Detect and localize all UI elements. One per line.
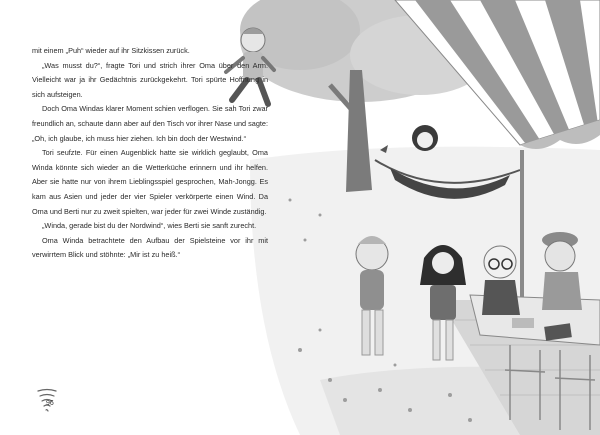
paragraph: „Was musst du?“, fragte Tori und strich ihrer Oma über den Arm. Vielleicht war ja ihr Gedächtnis zurückgekehrt. Tori spürte Hoffnung in sich aufsteigen. [32, 60, 268, 99]
paragraph: Oma Winda betrachtete den Aufbau der Spielsteine vor ihr mit verwirrtem Blick und stöhnte: „Mir ist zu heiß.“ [32, 235, 268, 260]
paragraph: Tori seufzte. Für einen Augenblick hatte sie wirklich geglaubt, Oma Winda könnte sich wieder an die Wetterküche erinnern und ihr helfen. Aber sie hatte nur von ihrem Lieblingsspiel gesprochen, Mah-Jongg. Es kam aus Asien und jeder der vier Spieler verkörperte einen Wind. Da Oma und Berti nur zu zweit spielten, war jeder für zwei Winde zuständig. [32, 148, 268, 216]
paragraph: mit einem „Puh“ wieder auf ihr Sitzkissen zurück. [32, 46, 190, 55]
page-number: 96 [46, 400, 54, 407]
story-text [32, 44, 268, 263]
awning-pole [520, 150, 524, 300]
paragraph: „Winda, gerade bist du der Nordwind“, wies Berti sie sanft zurecht. [42, 221, 257, 231]
paragraph: Doch Oma Windas klarer Moment schien verflogen. Sie sah Tori zwar freundlich an, schaute dann aber auf den Tisch vor ihrer Nase und sagte: „Oh, ich glaube, ich muss hier ziehen. Ich bin doch der Westwind.“ [32, 104, 268, 143]
grandma-character [482, 246, 520, 315]
